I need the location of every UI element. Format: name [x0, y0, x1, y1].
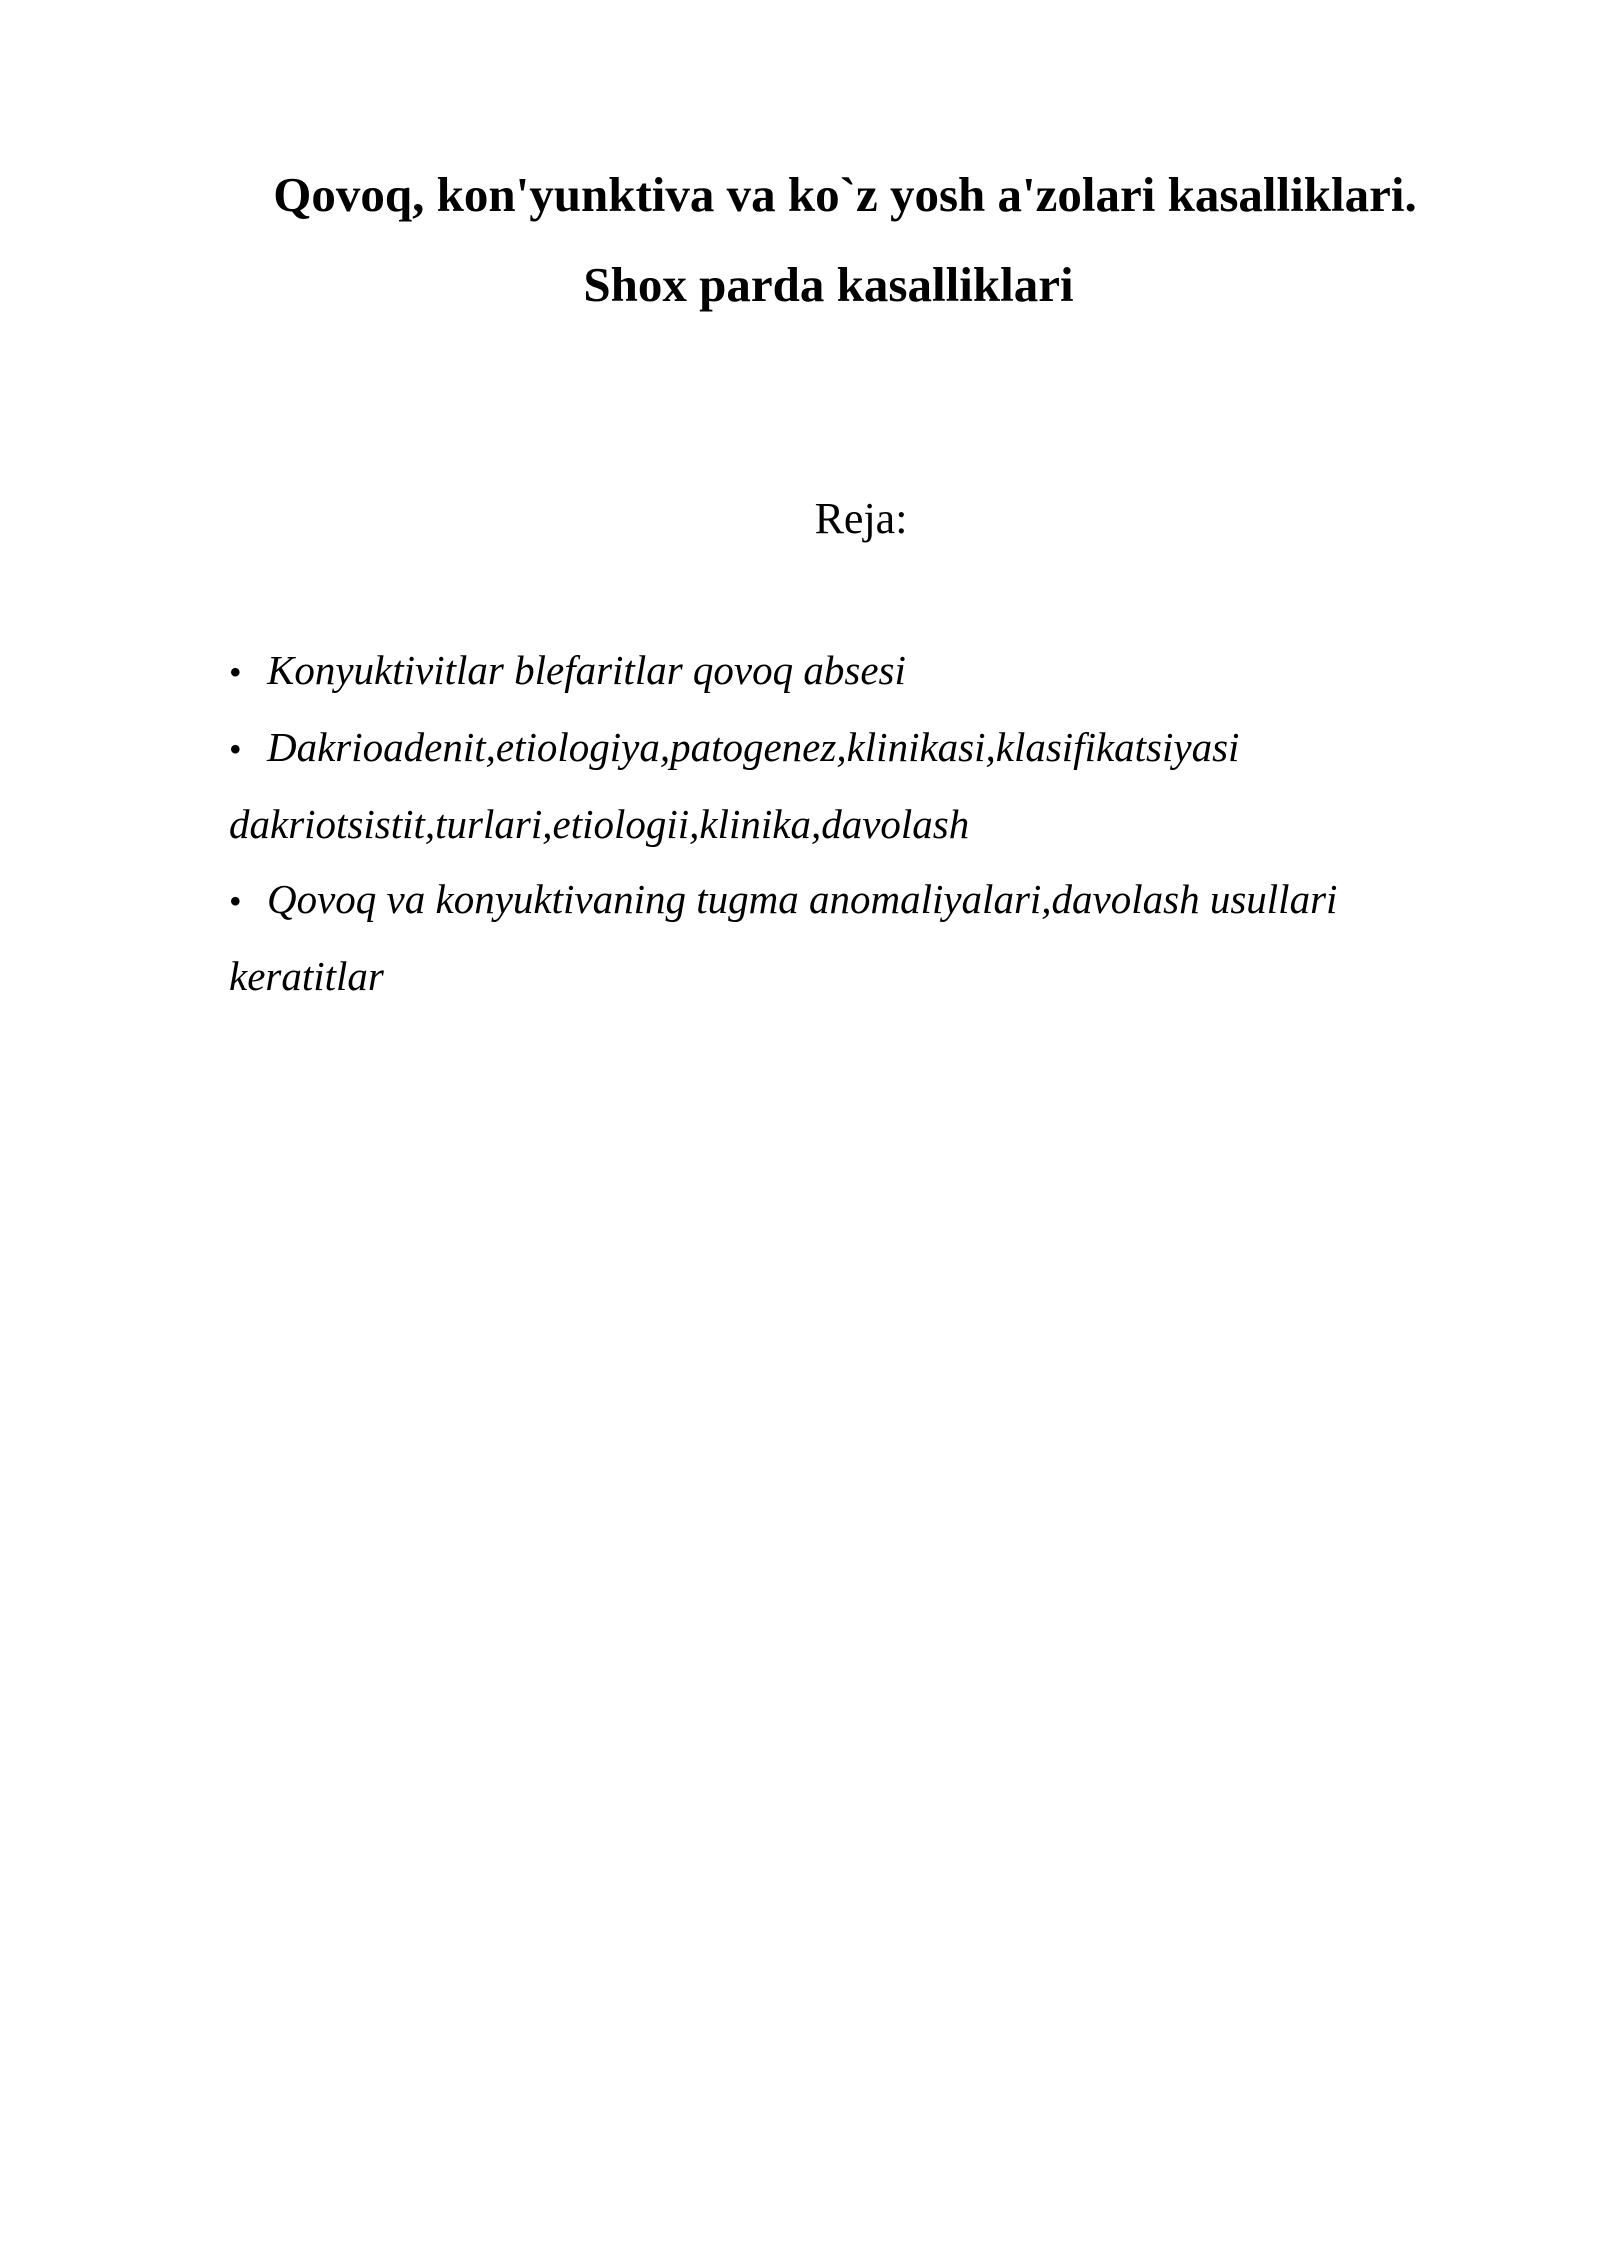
plan-item-3 [229, 862, 1479, 939]
title-line-2: Shox parda kasalliklari [583, 257, 1074, 312]
document-title [0, 150, 1600, 330]
bullet-icon: • [229, 881, 242, 921]
plan-item-1 [229, 633, 1479, 710]
plan-item-2 [229, 710, 1479, 787]
plan-item-3-continuation [229, 939, 1479, 1014]
bullet-icon: • [229, 729, 242, 769]
plan-item-text: Dakrioadenit,etiologiya,patogenez,klinikasi,klasifikatsiyasi [267, 724, 1240, 770]
plan-item-text: Qovoq va konyuktivaning tugma anomaliyalari,davolash usullari [267, 876, 1338, 922]
plan-item-text: Konyuktivitlar blefaritlar qovoq absesi [267, 647, 906, 693]
plan-list [229, 633, 1479, 1014]
plan-item-2-continuation [229, 787, 1479, 862]
plan-item-text: dakriotsistit,turlari,etiologii,klinika,davolash [229, 801, 970, 847]
plan-item-text: keratitlar [229, 953, 384, 999]
bullet-icon: • [229, 652, 242, 692]
title-line-1: Qovoq, kon'yunktiva va ko`z yosh a'zolari kasalliklari. [273, 167, 1417, 222]
plan-heading: Reja: [814, 494, 908, 543]
